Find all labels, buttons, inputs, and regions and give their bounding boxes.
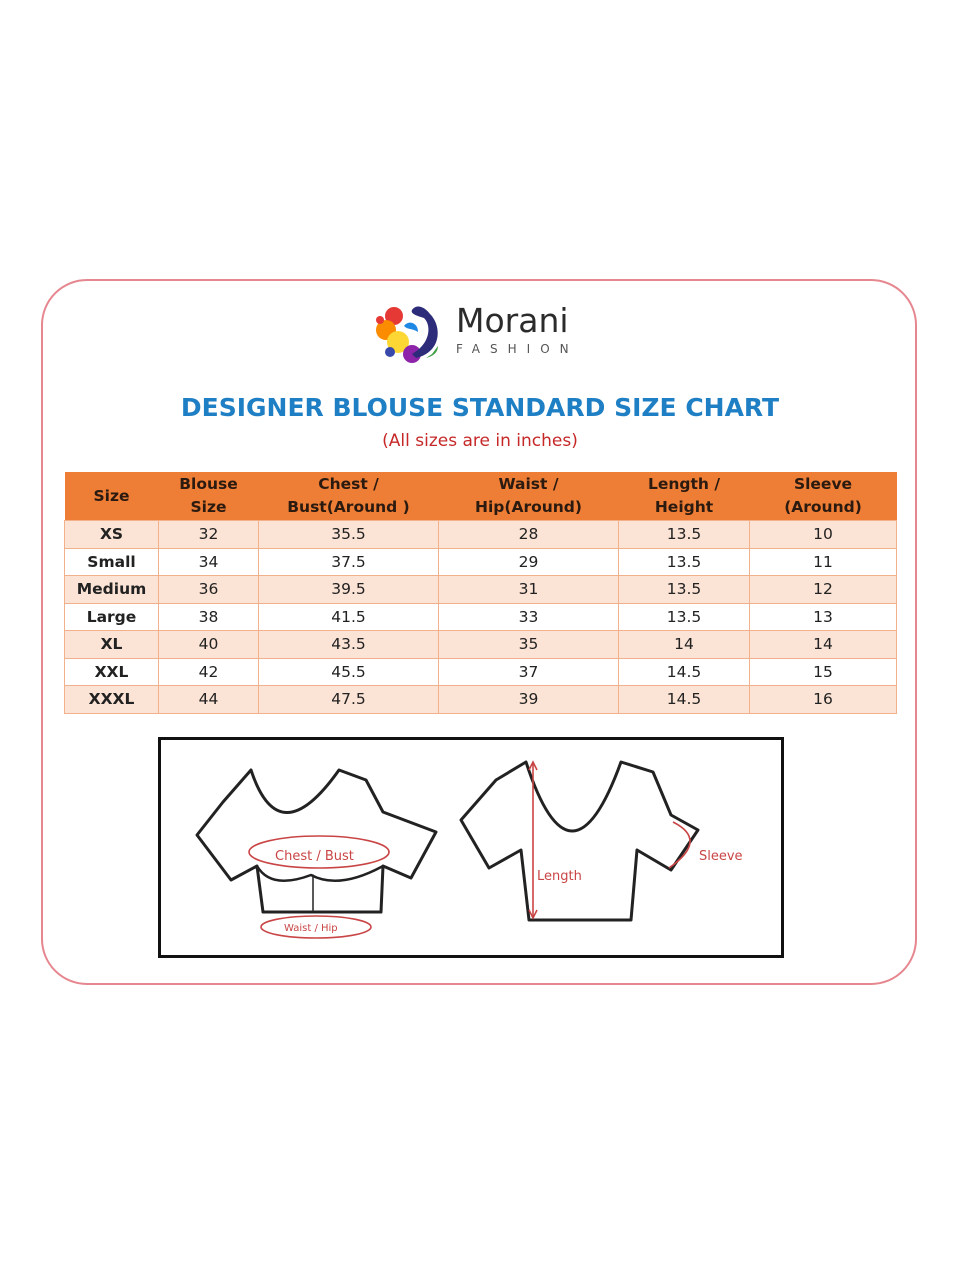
waist-cell: 29 [439,548,619,576]
sleeve-cell: 11 [750,548,897,576]
brand-tagline: FASHION [456,342,579,356]
length-cell: 14.5 [619,658,750,686]
waist-cell: 37 [439,658,619,686]
units-note: (All sizes are in inches) [382,431,578,451]
length-cell: 13.5 [619,576,750,604]
back-blouse-outline [461,762,698,920]
length-cell: 13.5 [619,521,750,549]
size-cell: XXXL [65,686,159,714]
length-label: Length [537,869,582,884]
waist-cell: 39 [439,686,619,714]
front-blouse-outline [197,770,436,912]
peacock-logo-icon [372,296,452,368]
header-length-height: Length / Height [619,472,750,521]
waist-cell: 31 [439,576,619,604]
chest-cell: 35.5 [259,521,439,549]
header-waist-hip: Waist / Hip(Around) [439,472,619,521]
table-row [65,631,897,659]
table-header-row [65,472,897,521]
table-row [65,576,897,604]
sleeve-cell: 15 [750,658,897,686]
measurement-diagram [158,737,784,958]
blouse-size-cell: 44 [159,686,259,714]
size-cell: Small [65,548,159,576]
length-cell: 14.5 [619,686,750,714]
chest-bust-label: Chest / Bust [275,849,354,864]
blouse-outline-illustration [161,740,781,955]
length-cell: 13.5 [619,548,750,576]
chest-cell: 47.5 [259,686,439,714]
waist-cell: 35 [439,631,619,659]
waist-hip-label: Waist / Hip [284,923,338,934]
chest-cell: 39.5 [259,576,439,604]
chest-cell: 43.5 [259,631,439,659]
size-cell: XS [65,521,159,549]
page-title: DESIGNER BLOUSE STANDARD SIZE CHART [180,393,780,422]
chest-cell: 41.5 [259,603,439,631]
header-sleeve: Sleeve (Around) [750,472,897,521]
size-cell: Medium [65,576,159,604]
header-size: Size [65,472,159,521]
size-cell: XXL [65,658,159,686]
sleeve-label: Sleeve [699,849,743,864]
size-chart-table [64,472,897,714]
table-row [65,548,897,576]
waist-cell: 28 [439,521,619,549]
table-row [65,603,897,631]
chest-cell: 45.5 [259,658,439,686]
table-row [65,658,897,686]
size-cell: XL [65,631,159,659]
table-row [65,686,897,714]
length-cell: 14 [619,631,750,659]
sleeve-cell: 13 [750,603,897,631]
blouse-size-cell: 34 [159,548,259,576]
blouse-size-cell: 32 [159,521,259,549]
sleeve-cell: 14 [750,631,897,659]
sleeve-cell: 16 [750,686,897,714]
size-cell: Large [65,603,159,631]
blouse-size-cell: 40 [159,631,259,659]
blouse-size-cell: 36 [159,576,259,604]
brand-name: Morani [456,301,569,340]
blouse-size-cell: 38 [159,603,259,631]
blouse-size-cell: 42 [159,658,259,686]
header-chest-bust: Chest / Bust(Around ) [259,472,439,521]
header-blouse-size: Blouse Size [159,472,259,521]
chest-cell: 37.5 [259,548,439,576]
sleeve-cell: 10 [750,521,897,549]
table-row [65,521,897,549]
waist-cell: 33 [439,603,619,631]
sleeve-cell: 12 [750,576,897,604]
length-cell: 13.5 [619,603,750,631]
